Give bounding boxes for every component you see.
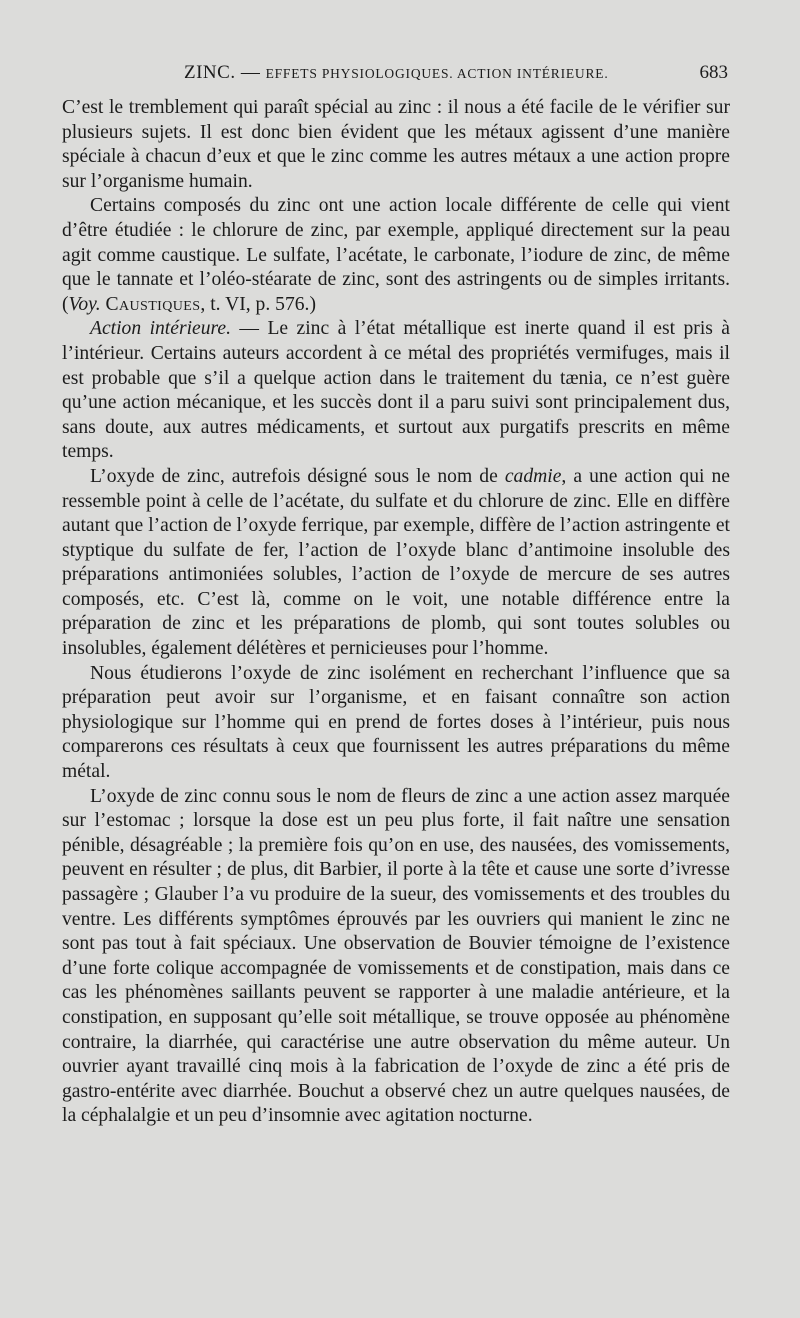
chapter-title: ZINC. (184, 62, 236, 83)
section-title: EFFETS PHYSIOLOGIQUES. ACTION INTÉRIEURE. (265, 66, 609, 81)
cadmie-term: cadmie (504, 465, 562, 487)
voy-abbreviation: Voy. (68, 293, 101, 315)
page-number: 683 (699, 62, 728, 83)
caustiques-reference: Caustiques (105, 293, 201, 315)
paragraph-5: Nous étudierons l’oxyde de zinc isolément en recherchant l’influence que sa préparation peut avoir sur l’organisme, et en faisant connaître son action physiologique sur l’homme qui en prend de fortes doses à l’intérieur, puis nous comparerons ces résultats à ceux que fournissent les autres préparations du même métal. (62, 662, 730, 783)
paragraph-1: C’est le tremblement qui paraît spécial au zinc : il nous a été facile de le vérifier sur plusieurs sujets. Il est donc bien évident que les métaux agissent d’une manière spéciale à chacun d’eux et que le zinc comme les autres métaux a une action propre sur l’organisme humain. (62, 97, 730, 192)
paragraph-3 (62, 317, 730, 465)
paragraph-4-text-b: , a une action qui ne ressemble point à celle de l’acétate, du sulfate et du chlorure de zinc. Elle en diffère autant que l’action de l’oxyde ferrique, par exemple, diffère de l’action astringente et styptique du sulfate de fer, l’action de l’oxyde blanc d’antimoine insoluble des préparations antimoniées solubles, l’action de l’oxyde de mercure de ses autres composés, etc. C’est là, comme on le voit, une notable différence entre la préparation de zinc et les préparations de plomb, qui sont toutes solubles ou insolubles, également délétères et pernicieuses pour l’homme. (62, 465, 730, 660)
page-body (62, 96, 730, 1129)
paragraph-2 (62, 194, 730, 317)
subsection-heading: Action intérieure. (90, 318, 232, 340)
header-dash: — (240, 62, 261, 83)
paragraph-6: L’oxyde de zinc connu sous le nom de fleurs de zinc a une action assez marquée sur l’estomac ; lorsque la dose est un peu plus forte, il fait naître une sensation pénible, désagréable ; la première fois qu’on en use, des nausées, des vomissements, peuvent en résulter ; de plus, dit Barbier, il porte à la tête et cause une sorte d’ivresse passagère ; Glauber l’a vu produire de la sueur, des vomissements et des troubles du ventre. Les différents symptômes éprouvés par les ouvriers qui manient le zinc ne sont pas tout à fait spéciaux. Une observation de Bouvier témoigne de l’existence d’une forte colique accompagnée de vomissements et de constipation, mais dans ce cas les phénomènes saillants peuvent se rapporter à une maladie antérieure, et la constipation, en supposant qu’elle soit métallique, se trouve opposée au phénomène contraire, la diarrhée, qui caractérise une autre observation du même auteur. Un ouvrier ayant travaillé cinq mois à la fabrication de l’oxyde de zinc a été pris de gastro-entérite avec diarrhée. Bouchut a observé chez un autre quelques nausées, de la céphalalgie et un peu d’insomnie avec agitation nocturne. (62, 785, 730, 1127)
paragraph-4-text-a: L’oxyde de zinc, autrefois désigné sous le nom de (90, 465, 505, 487)
running-title (184, 62, 609, 84)
paragraph-4 (62, 465, 730, 662)
paragraph-2-text: Certains composés du zinc ont une action locale différente de celle qui vient d’être étudiée : le chlorure de zinc, par exemple, appliqué directement sur la peau agit comme caustique. Le sulfate, l’acétate, le carbonate, l’iodure de zinc, de même que le tannate et l’oléo-stéarate de zinc, sont des astringents ou de simples irritants. ( (62, 195, 730, 315)
reference-volume: , t. VI, p. 576.) (200, 293, 316, 315)
paragraph-3-text: — Le zinc à l’état métallique est inerte quand il est pris à l’intérieur. Certains auteurs accordent à ce métal des propriétés vermifuges, mais il est probable que s’il a quelque action dans le traitement du tænia, ce n’est guère qu’une action mécanique, et les succès dont il a paru suivi sont principalement dus, sans doute, aux autres médicaments, et surtout aux purgatifs prescrits en même temps. (62, 318, 731, 463)
running-header (62, 62, 728, 92)
